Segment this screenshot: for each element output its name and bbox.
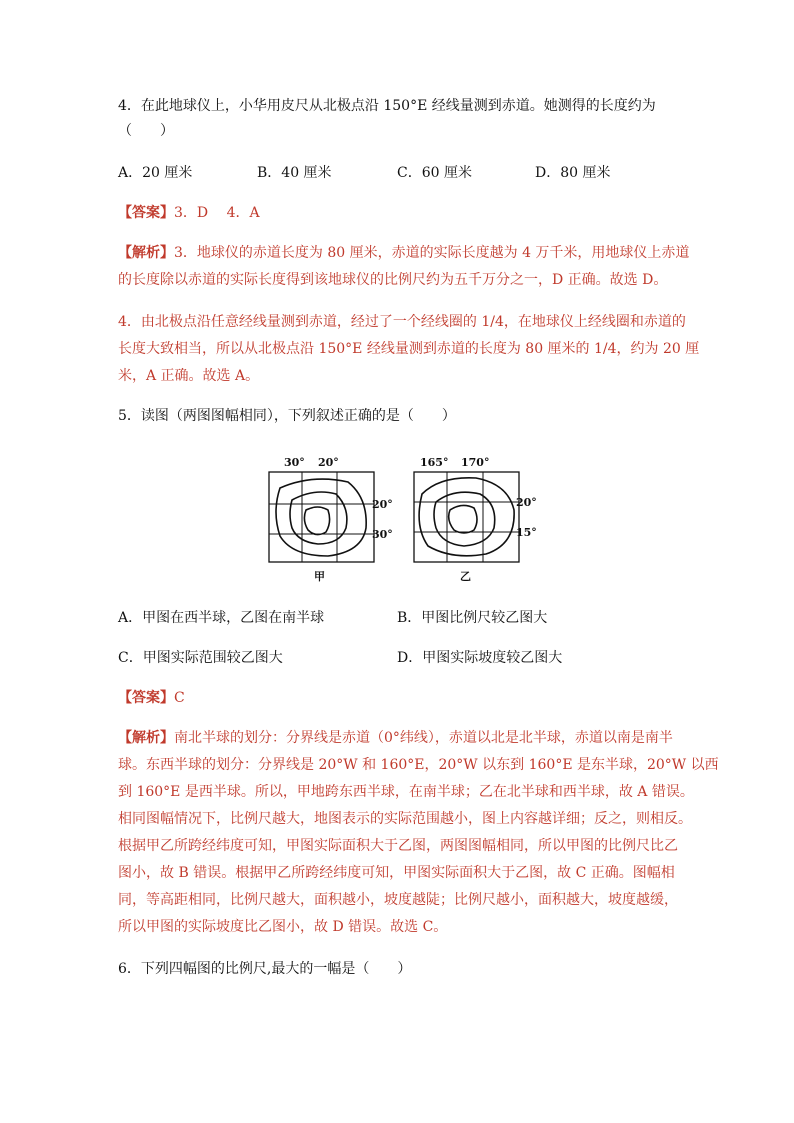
q5-stem: 5．读图（两图图幅相同），下列叙述正确的是（ ） bbox=[118, 408, 456, 424]
answer-text: C bbox=[174, 690, 185, 706]
analysis-1-line1 bbox=[118, 243, 689, 263]
jia-side-label-1: 20° bbox=[372, 498, 393, 511]
analysis-2-line2: 球。东西半球的划分：分界线是 20°W 和 160°E，20°W 以东到 160°E 是东半球，20°W 以西 bbox=[118, 757, 719, 773]
q5-figure bbox=[262, 452, 542, 586]
analysis-2-line7: 同，等高距相同，比例尺越大，面积越小，坡度越陡；比例尺越小，面积越大，坡度越缓， bbox=[118, 892, 678, 908]
q4-option-c: C．60 厘米 bbox=[397, 165, 472, 181]
analysis-1b-line3: 米，A 正确。故选 A。 bbox=[118, 368, 260, 384]
q6-stem: 6．下列四幅图的比例尺,最大的一幅是（ ） bbox=[118, 961, 412, 977]
q5-option-b: B．甲图比例尺较乙图大 bbox=[397, 610, 548, 626]
yi-top-label-1: 165° bbox=[420, 456, 449, 469]
jia-top-label-1: 30° bbox=[284, 456, 305, 469]
analysis-1b-line1: 4．由北极点沿任意经线量测到赤道，经过了一个经线圈的 1/4，在地球仪上经线圈和赤道的 bbox=[118, 314, 686, 330]
q5-option-d: D．甲图实际坡度较乙图大 bbox=[397, 650, 563, 666]
analysis-tag: 【解析】 bbox=[118, 245, 174, 261]
q4-stem-line2: （ ） bbox=[118, 123, 174, 139]
analysis-2-line3: 到 160°E 是西半球。所以，甲地跨东西半球，在南半球；乙在北半球和西半球，故 A 错误。 bbox=[118, 784, 694, 800]
analysis-2-line6: 图小，故 B 错误。根据甲乙所跨经纬度可知，甲图实际面积大于乙图，故 C 正确。图幅相 bbox=[118, 865, 675, 881]
q4-stem-line1: 4．在此地球仪上，小华用皮尺从北极点沿 150°E 经线量测到赤道。她测得的长度约为 bbox=[118, 98, 656, 114]
answer-block-2 bbox=[118, 688, 185, 708]
analysis-2-line1 bbox=[118, 728, 673, 748]
yi-side-label-1: 20° bbox=[516, 496, 537, 509]
q5-option-a: A．甲图在西半球，乙图在南半球 bbox=[118, 610, 325, 626]
yi-side-label-2: 15° bbox=[516, 526, 537, 539]
analysis-tag: 【解析】 bbox=[118, 730, 174, 746]
jia-caption: 甲 bbox=[314, 570, 325, 583]
yi-caption: 乙 bbox=[460, 570, 471, 583]
yi-top-label-2: 170° bbox=[461, 456, 490, 469]
answer-tag: 【答案】 bbox=[118, 690, 174, 706]
answer-tag: 【答案】 bbox=[118, 205, 174, 221]
answer-text: 3．D 4．A bbox=[174, 205, 260, 221]
q4-option-d: D．80 厘米 bbox=[535, 165, 611, 181]
analysis-1-line2: 的长度除以赤道的实际长度得到该地球仪的比例尺约为五千万分之一，D 正确。故选 D。 bbox=[118, 272, 668, 288]
q4-option-b: B．40 厘米 bbox=[257, 165, 332, 181]
analysis-text: 南北半球的划分：分界线是赤道（0°纬线），赤道以北是北半球，赤道以南是南半 bbox=[174, 730, 673, 746]
contour-maps bbox=[262, 452, 542, 586]
analysis-text: 3．地球仪的赤道长度为 80 厘米，赤道的实际长度越为 4 万千米，用地球仪上赤道 bbox=[174, 245, 690, 261]
q4-option-a: A．20 厘米 bbox=[118, 165, 193, 181]
q5-option-c: C．甲图实际范围较乙图大 bbox=[118, 650, 283, 666]
analysis-1b-line2: 长度大致相当，所以从北极点沿 150°E 经线量测到赤道的长度为 80 厘米的 1/4，约为 20 厘 bbox=[118, 341, 700, 357]
map-jia bbox=[269, 456, 393, 583]
answer-block-1 bbox=[118, 203, 260, 223]
map-yi bbox=[414, 456, 537, 583]
jia-side-label-2: 30° bbox=[372, 528, 393, 541]
analysis-2-line8: 所以甲图的实际坡度比乙图小，故 D 错误。故选 C。 bbox=[118, 919, 448, 935]
analysis-2-line4: 相同图幅情况下，比例尺越大，地图表示的实际范围越小，图上内容越详细；反之，则相反。 bbox=[118, 811, 692, 827]
jia-top-label-2: 20° bbox=[318, 456, 339, 469]
analysis-2-line5: 根据甲乙所跨经纬度可知，甲图实际面积大于乙图，两图图幅相同，所以甲图的比例尺比乙 bbox=[118, 838, 678, 854]
